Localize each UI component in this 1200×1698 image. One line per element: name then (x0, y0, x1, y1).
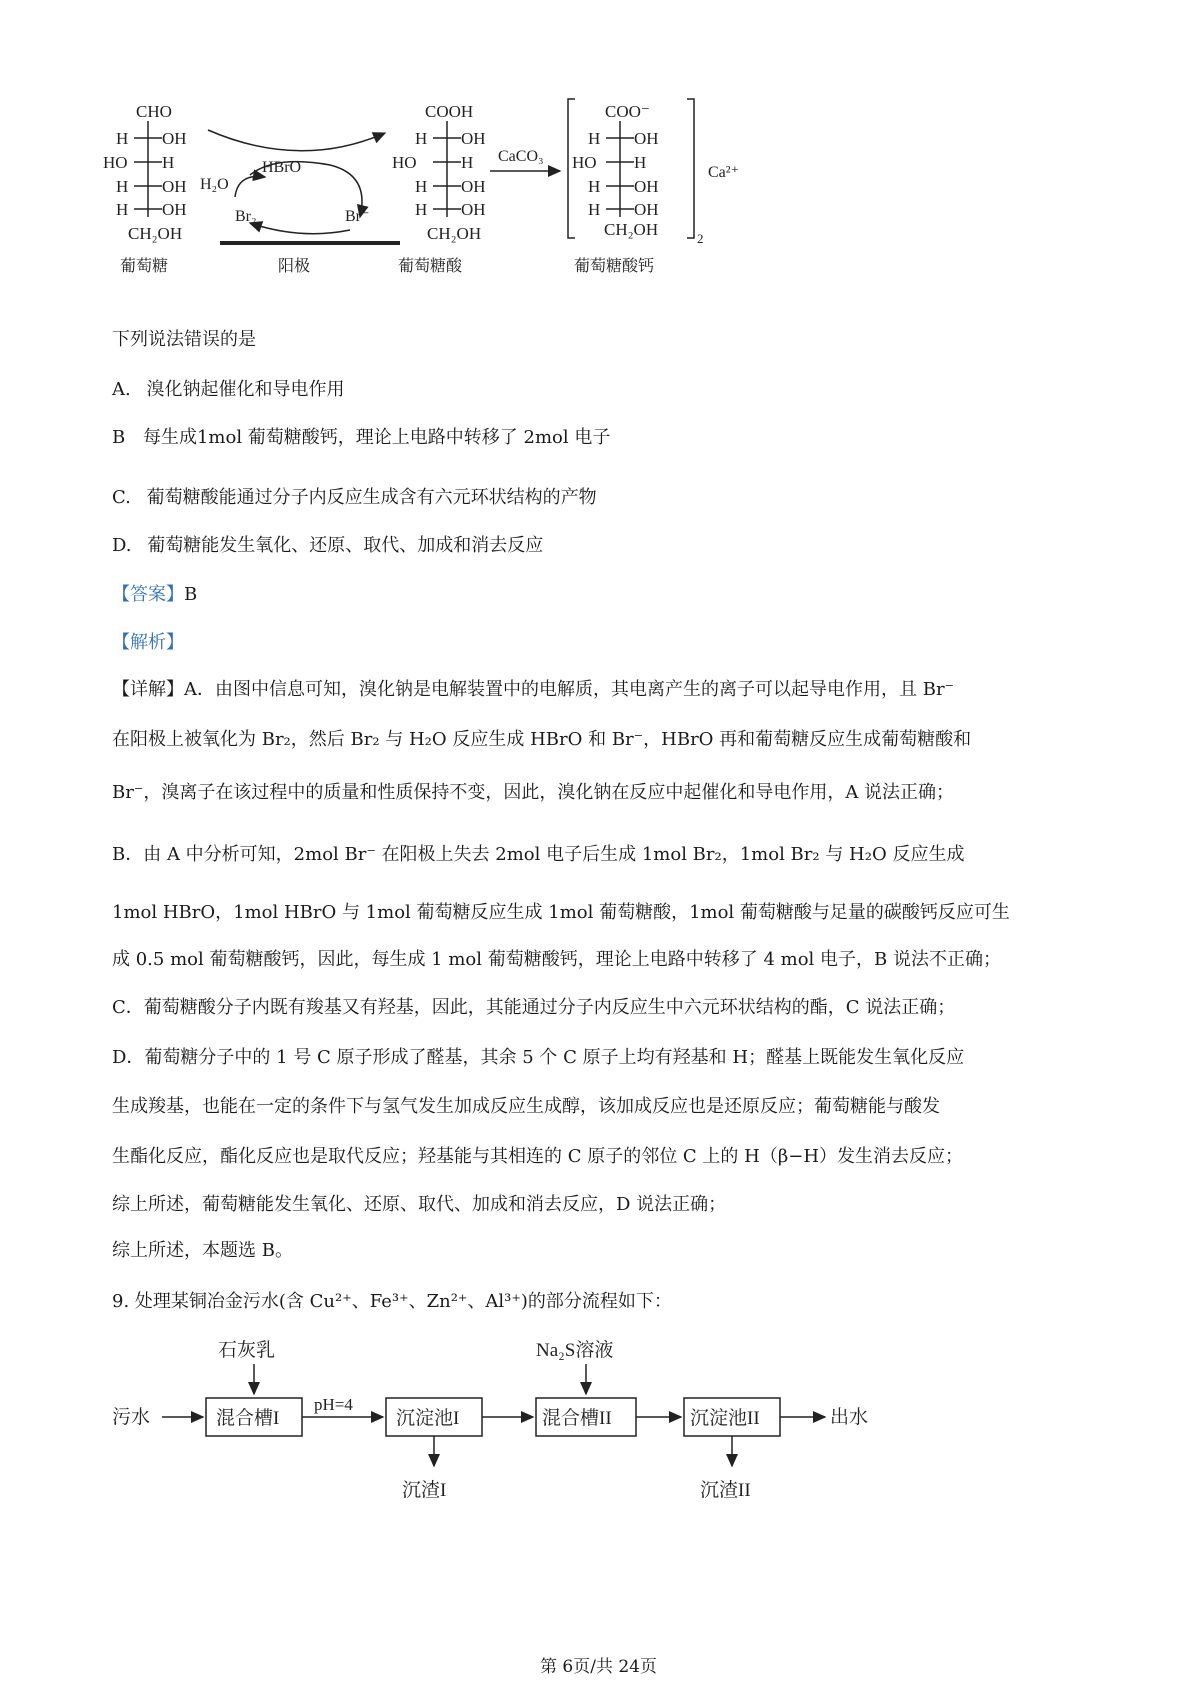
option-b-letter: B (112, 427, 126, 448)
svg-text:OH: OH (461, 177, 486, 196)
svg-text:H: H (588, 177, 601, 196)
tank2-label: 混合槽II (542, 1408, 612, 1429)
explanation-line: 综上所述，本题选 B。 (112, 1240, 293, 1261)
residue1-label: 沉渣I (402, 1480, 447, 1501)
reaction-scheme (100, 95, 740, 295)
option-a-text: 溴化钠起催化和导电作用 (146, 379, 345, 400)
option-d-text: 葡萄糖能发生氧化、还原、取代、加成和消去反应 (147, 535, 544, 556)
explanation-line: C．葡萄糖酸分子内既有羧基又有羟基，因此，其能通过分子内反应生中六元环状结构的酯，C 说法正确； (112, 997, 956, 1018)
analysis-tag: 【解析】 (112, 632, 184, 653)
cagluc-top: COO⁻ (605, 102, 650, 121)
svg-text:H: H (415, 177, 428, 196)
reagent2-label: Na₂S溶液 (536, 1340, 614, 1361)
caco3-arrow (490, 148, 560, 171)
pool2-label: 沉淀池II (690, 1408, 760, 1429)
glucose-oh3: OH (162, 177, 187, 196)
flow-input: 污水 (112, 1407, 151, 1428)
question-9: 9. 处理某铜冶金污水(含 Cu²⁺、Fe³⁺、Zn²⁺、Al³⁺)的部分流程如下： (112, 1291, 672, 1312)
glucose-bottom: CH₂OH (128, 224, 183, 243)
ph-label: pH=4 (314, 1395, 353, 1414)
glucose-oh1: OH (162, 129, 187, 148)
page-footer: 第 6页/共 24页 (540, 1657, 657, 1677)
glucose-h2: H (162, 153, 175, 172)
glucose-oh4: OH (162, 200, 187, 219)
svg-text:OH: OH (461, 200, 486, 219)
residue2-label: 沉渣II (700, 1480, 751, 1501)
svg-text:H: H (634, 153, 647, 172)
svg-text:HO: HO (572, 153, 597, 172)
explanation-line: 1mol HBrO，1mol HBrO 与 1mol 葡萄糖反应生成 1mol 葡萄糖酸，1mol 葡萄糖酸与足量的碳酸钙反应可生 (112, 902, 1010, 923)
glucose-ho2: HO (103, 153, 128, 172)
answer-value: B (184, 584, 198, 605)
option-a (112, 375, 344, 401)
svg-text:OH: OH (461, 129, 486, 148)
option-d-letter: D. (112, 535, 132, 556)
caco3-label: CaCO₃ (498, 148, 544, 165)
explanation-line: 在阳极上被氧化为 Br₂，然后 Br₂ 与 H₂O 反应生成 HBrO 和 Br⁻，HBrO 再和葡萄糖反应生成葡萄糖酸和 (112, 729, 972, 750)
gluconic-top: COOH (425, 102, 474, 121)
glucose-h3: H (116, 177, 129, 196)
brminus-label: Br⁻ (345, 208, 370, 225)
svg-text:OH: OH (634, 177, 659, 196)
glucose-label: 葡萄糖 (120, 258, 169, 275)
option-c-text: 葡萄糖酸能通过分子内反应生成含有六元环状结构的产物 (146, 487, 597, 508)
option-d (112, 531, 543, 557)
tank1-label: 混合槽I (216, 1408, 280, 1429)
cagluc-subscript: 2 (697, 231, 704, 246)
explanation-line: 成 0.5 mol 葡萄糖酸钙，因此，每生成 1 mol 葡萄糖酸钙，理论上电路中转移了 4 mol 电子，B 说法不正确； (112, 949, 1001, 970)
gluconic-bottom: CH₂OH (427, 224, 482, 243)
explanation-line: 生酯化反应，酯化反应也是取代反应；羟基能与其相连的 C 原子的邻位 C 上的 H（β−H）发生消去反应； (112, 1146, 964, 1167)
gluconic-label: 葡萄糖酸 (398, 258, 463, 275)
svg-text:H: H (415, 129, 428, 148)
option-b (112, 423, 610, 449)
option-a-letter: A. (112, 379, 131, 400)
explanation-line: B．由 A 中分析可知，2mol Br⁻ 在阳极上失去 2mol 电子后生成 1mol Br₂，1mol Br₂ 与 H₂O 反应生成 (112, 844, 965, 865)
cagluc-bottom: CH₂OH (604, 220, 659, 239)
br2-label: Br₂ (235, 208, 257, 225)
flow-chart (100, 1330, 900, 1510)
h2o-label: H₂O (200, 176, 229, 193)
glucose-h1: H (116, 129, 129, 148)
flow-output: 出水 (830, 1407, 869, 1428)
answer (112, 580, 197, 606)
reagent1-label: 石灰乳 (218, 1340, 276, 1361)
glucose-structure (103, 102, 187, 275)
option-b-text: 每生成1mol 葡萄糖酸钙，理论上电路中转移了 2mol 电子 (142, 427, 611, 448)
glucose-h4: H (116, 200, 129, 219)
svg-text:HO: HO (392, 153, 417, 172)
pool1-label: 沉淀池I (396, 1408, 460, 1429)
glucose-top: CHO (136, 102, 172, 121)
anode-cycle (200, 130, 400, 275)
answer-tag: 【答案】 (112, 584, 184, 605)
svg-text:H: H (461, 153, 474, 172)
ca-ion-label: Ca²⁺ (708, 164, 740, 181)
svg-text:OH: OH (634, 200, 659, 219)
option-c (112, 483, 597, 509)
hbro-label: HBrO (262, 159, 302, 176)
explanation-line: 【详解】A．由图中信息可知，溴化钠是电解装置中的电解质，其电离产生的离子可以起导电作用，且 Br⁻ (112, 679, 955, 700)
calcium-gluconate-structure (568, 99, 739, 275)
question-stem: 下列说法错误的是 (112, 329, 256, 350)
cagluc-label: 葡萄糖酸钙 (574, 258, 655, 275)
svg-text:H: H (588, 129, 601, 148)
gluconic-structure (392, 102, 486, 275)
option-c-letter: C. (112, 487, 131, 508)
explanation-line: 综上所述，葡萄糖能发生氧化、还原、取代、加成和消去反应，D 说法正确； (112, 1194, 727, 1215)
explanation-line: Br⁻，溴离子在该过程中的质量和性质保持不变，因此，溴化钠在反应中起催化和导电作用，A 说法正确； (112, 782, 955, 803)
explanation-line: D．葡萄糖分子中的 1 号 C 原子形成了醛基，其余 5 个 C 原子上均有羟基和 H；醛基上既能发生氧化反应 (112, 1047, 965, 1068)
explanation-line: 生成羧基，也能在一定的条件下与氢气发生加成反应生成醇，该加成反应也是还原反应；葡萄糖能与酸发 (112, 1096, 940, 1117)
svg-text:H: H (415, 200, 428, 219)
svg-text:OH: OH (634, 129, 659, 148)
svg-text:H: H (588, 200, 601, 219)
anode-label: 阳极 (278, 258, 311, 275)
